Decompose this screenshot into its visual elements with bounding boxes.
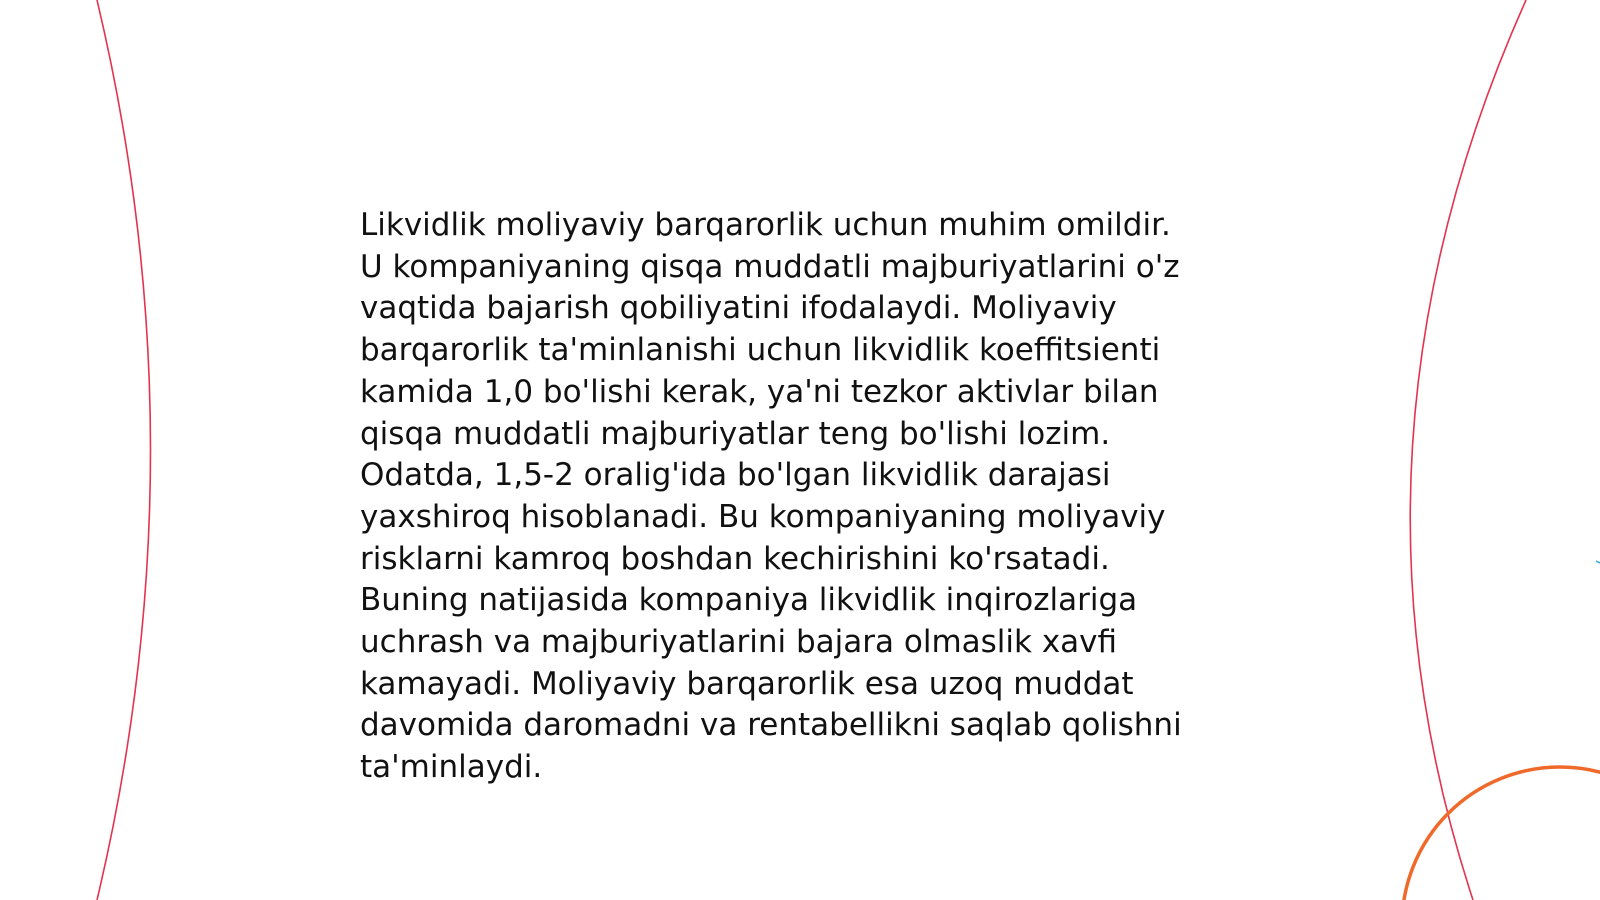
accent-tick (1596, 561, 1600, 563)
right-arc (1410, 0, 1526, 900)
left-arc (97, 0, 151, 900)
corner-circle (1402, 767, 1600, 900)
body-text: Likvidlik moliyaviy barqarorlik uchun muhim omildir. U kompaniyaning qisqa muddatli majburiyatlarini o'z vaqtida bajarish qobiliyatini ifodalaydi. Moliyaviy barqarorlik ta'minlanishi uchun likvidlik koeffitsienti kamida 1,0 bo'lishi kerak, ya'ni tezkor aktivlar bilan qisqa muddatli majburiyatlar teng bo'lishi lozim. Odatda, 1,5-2 oralig'ida bo'lgan likvidlik darajasi yaxshiroq hisoblanadi. Bu kompaniyaning moliyaviy risklarni kamroq boshdan kechirishini ko'rsatadi. Buning natijasida kompaniya likvidlik inqirozlariga uchrash va majburiyatlarini bajara olmaslik xavfi kamayadi. Moliyaviy barqarorlik esa uzoq muddat davomida daromadni va rentabellikni saqlab qolishni ta'minlaydi. (360, 207, 1182, 786)
